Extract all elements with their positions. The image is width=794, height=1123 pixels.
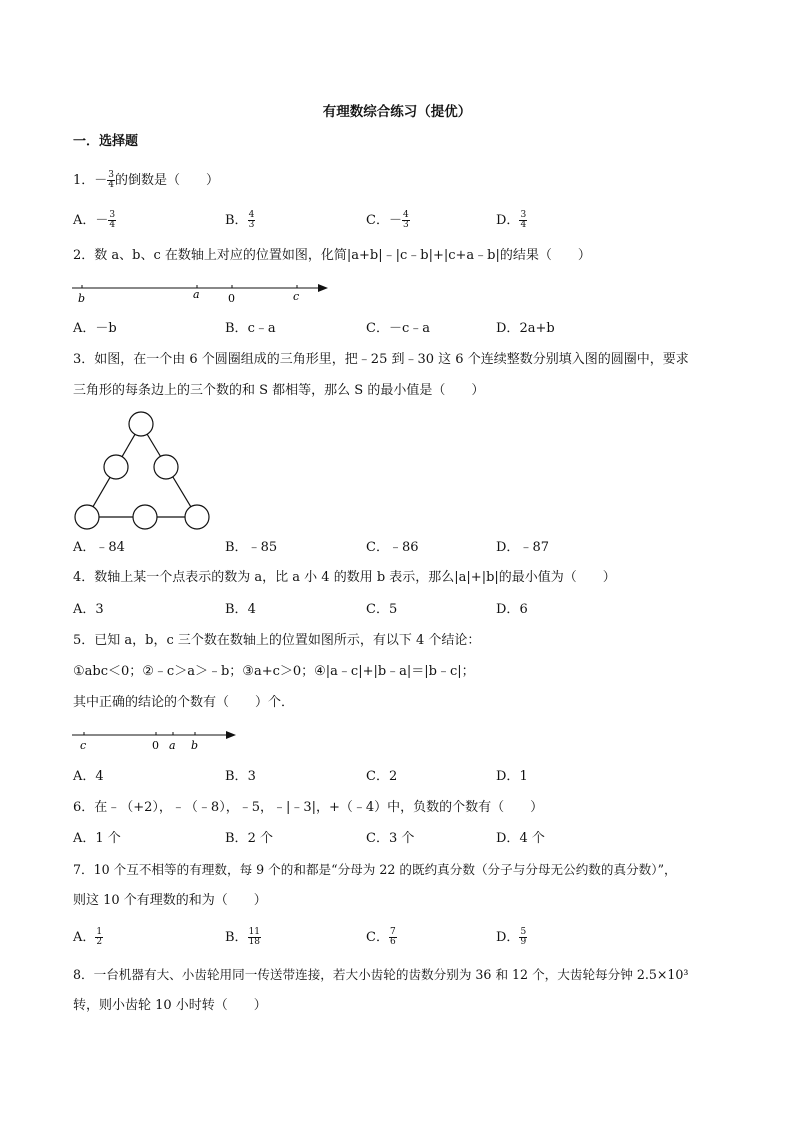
q6-option-a[interactable]: A．1 个 [73,831,121,846]
q2-option-c[interactable]: C．－c﹣a [366,321,430,336]
axis-label-zero: 0 [228,292,235,305]
question-8-line1: 8．一台机器有大、小齿轮用同一传送带连接，若大小齿轮的齿数分别为 36 和 12 个，大齿轮每分钟 2.5×10³ [73,967,689,982]
page-title: 有理数综合练习（提优） [322,104,472,120]
arrow-icon [318,284,328,292]
question-1-stem: 1．－ $\frac{3}{4}$ 的倒数是（ ） [73,170,220,190]
q1-option-c[interactable]: C．－ $\frac{4}{3}$ [366,210,409,230]
q5-option-c[interactable]: C．2 [366,769,398,784]
fraction: $\frac{3}{4}$ [108,170,115,190]
circle-bottom-mid [133,505,157,529]
q4-option-c[interactable]: C．5 [366,602,398,617]
q3-option-a[interactable]: A．﹣84 [73,540,125,555]
q5-option-a[interactable]: A．4 [73,769,104,784]
q3-option-c[interactable]: C．﹣86 [366,540,419,555]
q1-option-b[interactable]: B． $\frac{4}{3}$ [225,210,255,230]
q4-option-a[interactable]: A．3 [73,602,104,617]
question-5-line1: 5．已知 a，b，c 三个数在数轴上的位置如图所示，有以下 4 个结论： [73,633,481,648]
q6-option-d[interactable]: D．4 个 [496,831,545,846]
question-3-line2: 三角形的每条边上的三个数的和 S 都相等，那么 S 的最小值是（ ） [73,383,485,398]
question-5-line3: 其中正确的结论的个数有（ ）个． [73,695,295,710]
axis-label-c: c [80,739,87,752]
q2-option-d[interactable]: D．2a+b [496,321,555,336]
axis-label-a: a [169,739,176,752]
arrow-icon [226,731,236,739]
q7-option-d[interactable]: D． $\frac{5}{9}$ [496,927,527,947]
q3-option-b[interactable]: B．﹣85 [225,540,278,555]
q5-option-d[interactable]: D．1 [496,769,528,784]
q5-option-b[interactable]: B．3 [225,769,256,784]
question-3-line1: 3．如图，在一个由 6 个圆圈组成的三角形里，把﹣25 到﹣30 这 6 个连续整数分别填入图的圆圈中，要求 [73,352,689,367]
q7-option-c[interactable]: C． $\frac{7}{6}$ [366,927,396,947]
q2-option-b[interactable]: B．c﹣a [225,321,276,336]
question-6-stem: 6．在﹣（+2），﹣（﹣8），﹣5，﹣|﹣3|，+（﹣4）中，负数的个数有（ ） [73,800,544,815]
q5-number-line [70,725,242,753]
q7-option-a[interactable]: A． $\frac{1}{2}$ [73,927,103,947]
axis-label-b: b [78,292,86,305]
circle-bottom-left [75,505,99,529]
question-7-line2: 则这 10 个有理数的和为（ ） [73,893,267,908]
q1-option-a[interactable]: A．－ $\frac{3}{4}$ [73,210,116,230]
circle-top [129,412,153,436]
q2-option-a[interactable]: A．－b [73,321,117,336]
circle-bottom-right [185,505,209,529]
question-8-line2: 转，则小齿轮 10 小时转（ ） [73,998,267,1013]
question-4-stem: 4．数轴上某一个点表示的数为 a，比 a 小 4 的数用 b 表示，那么|a|+|b|的最小值为（ ） [73,570,616,585]
q4-option-b[interactable]: B．4 [225,602,256,617]
q6-option-c[interactable]: C．3 个 [366,831,415,846]
axis-label-a: a [193,288,200,301]
q3-option-d[interactable]: D．﹣87 [496,540,549,555]
q6-option-b[interactable]: B．2 个 [225,831,273,846]
question-2-stem: 2．数 a、b、c 在数轴上对应的位置如图，化简|a+b|﹣|c﹣b|+|c+a﹣b|的结果（ ） [73,248,591,263]
axis-label-b: b [191,739,199,752]
q7-option-b[interactable]: B． $\frac{11}{18}$ [225,927,261,947]
section-heading: 一．选择题 [73,134,139,149]
q3-triangle-diagram [70,405,215,533]
question-7-line1: 7．10 个互不相等的有理数，每 9 个的和都是“分母为 22 的既约真分数（分子与分母无公约数的真分数）”， [73,862,677,877]
circle-right-mid [154,455,178,479]
q4-option-d[interactable]: D．6 [496,602,528,617]
q1-option-d[interactable]: D． $\frac{3}{4}$ [496,210,527,230]
q2-number-line [70,278,335,306]
circle-left-mid [104,455,128,479]
axis-label-zero: 0 [152,739,159,752]
axis-label-c: c [293,290,300,303]
question-5-line2: ①abc＜0；②﹣c＞a＞﹣b；③a+c＞0；④|a﹣c|+|b﹣a|＝|b﹣c|； [73,664,475,679]
